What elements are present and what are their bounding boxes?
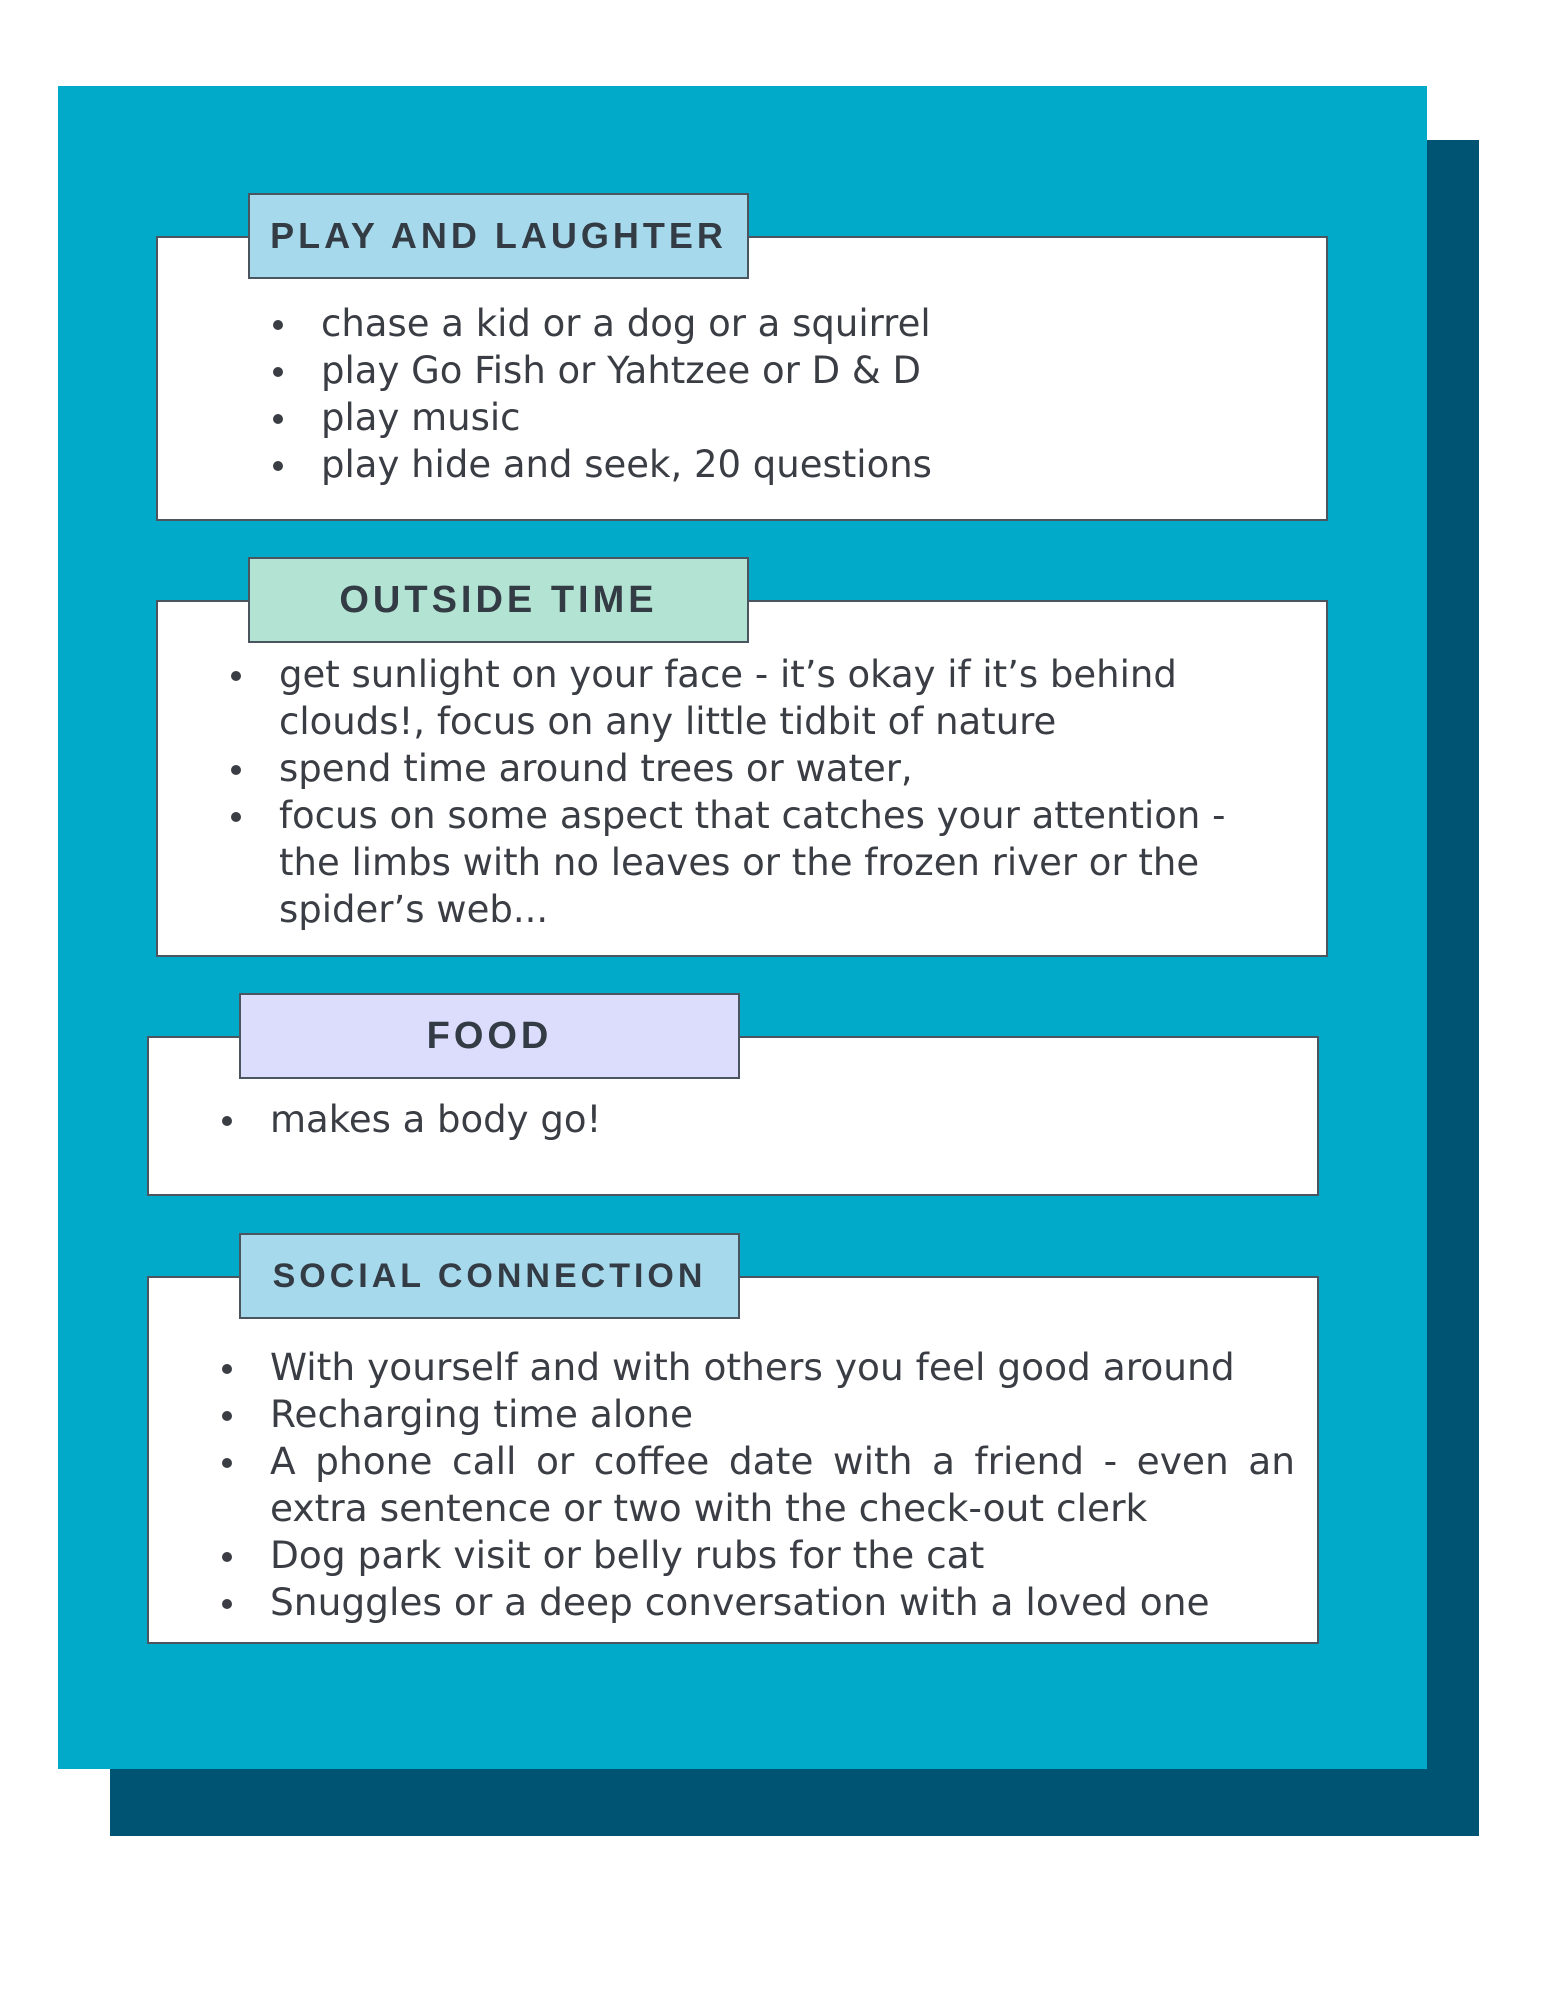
play-and-laughter-list bbox=[264, 300, 1314, 488]
social-connection-list bbox=[213, 1344, 1295, 1626]
list-item: play music bbox=[264, 394, 1314, 441]
food-heading: FOOD bbox=[239, 993, 740, 1079]
list-item: get sunlight on your face - it’s okay if it’s behind clouds!, focus on any little tidbit of nature bbox=[222, 651, 1292, 745]
list-item: Dog park visit or belly rubs for the cat bbox=[213, 1532, 1295, 1579]
list-item: chase a kid or a dog or a squirrel bbox=[264, 300, 1314, 347]
list-item: makes a body go! bbox=[213, 1096, 1283, 1143]
list-item: focus on some aspect that catches your attention - the limbs with no leaves or the frozen river or the spider’s web... bbox=[222, 792, 1292, 933]
list-item: play hide and seek, 20 questions bbox=[264, 441, 1314, 488]
list-item: A phone call or coffee date with a friend - even an extra sentence or two with the check-out clerk bbox=[213, 1438, 1295, 1532]
outside-time-list bbox=[222, 651, 1292, 933]
list-item: With yourself and with others you feel good around bbox=[213, 1344, 1295, 1391]
list-item: spend time around trees or water, bbox=[222, 745, 1292, 792]
outside-time-heading: OUTSIDE TIME bbox=[248, 557, 749, 643]
food-list bbox=[213, 1096, 1283, 1143]
list-item: Snuggles or a deep conversation with a loved one bbox=[213, 1579, 1295, 1626]
list-item: play Go Fish or Yahtzee or D & D bbox=[264, 347, 1314, 394]
play-and-laughter-heading: PLAY AND LAUGHTER bbox=[248, 193, 749, 279]
list-item: Recharging time alone bbox=[213, 1391, 1295, 1438]
social-connection-heading: SOCIAL CONNECTION bbox=[239, 1233, 740, 1319]
